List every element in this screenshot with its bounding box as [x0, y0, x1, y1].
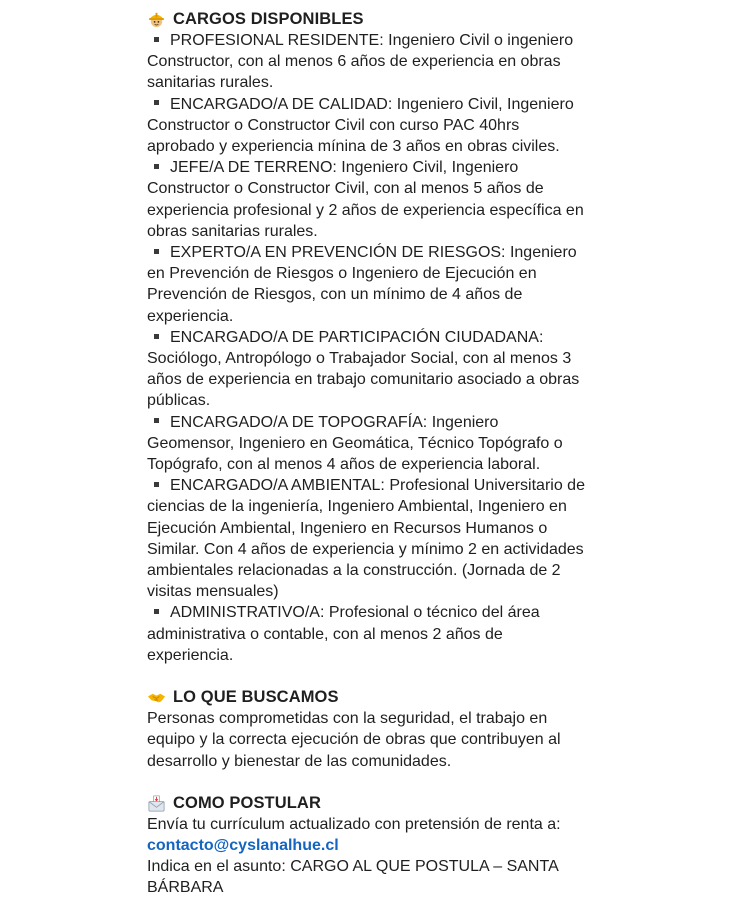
item-text: ENCARGADO/A DE TOPOGRAFÍA: Ingeniero Geomensor, Ingeniero en Geomática, Técnico Topógrafo o Topógrafo, con al menos 4 años de experiencia laboral. [147, 413, 563, 474]
item-text: PROFESIONAL RESIDENTE: Ingeniero Civil o ingeniero Constructor, con al menos 6 años de experiencia en obras sanitarias rurales. [147, 32, 574, 92]
email-line [147, 835, 587, 856]
bullet-icon [154, 334, 159, 339]
item-text: ENCARGADO/A DE CALIDAD: Ingeniero Civil, Ingeniero Constructor o Constructor Civil con curso PAC 40hrs aprobado y experiencia mínina de 3 años en obras civiles. [147, 95, 574, 156]
bullet-icon [154, 418, 159, 423]
handshake-icon [147, 688, 166, 707]
bullet-icon [154, 609, 159, 614]
item-text: ADMINISTRATIVO/A: Profesional o técnico del área administrativa o contable, con al menos 2 años de experiencia. [147, 604, 540, 664]
spacer [147, 666, 732, 687]
cargos-list [147, 30, 732, 666]
spacer [147, 772, 732, 793]
mailbox-icon [147, 794, 166, 813]
list-item [147, 242, 587, 327]
item-text: EXPERTO/A EN PREVENCIÓN DE RIESGOS: Ingeniero en Prevención de Riesgos o Ingeniero de Ejecución en Prevención de Riesgos, con un mínimo de 4 años de experiencia. [147, 244, 577, 325]
list-item [147, 157, 587, 242]
item-text: ENCARGADO/A AMBIENTAL: Profesional Universitario de ciencias de la ingeniería, Ingeniero Ambiental, Ingeniero en Ejecución Ambiental, Ingeniero en Recursos Humanos o Similar. Con 4 años de experiencia y mínimo 2 en actividades ambientales relacionadas a la construcción. (Jornada de 2 visitas mensuales) [147, 477, 585, 601]
buscamos-heading-text: LO QUE BUSCAMOS [173, 688, 339, 707]
email-link[interactable]: contacto@cyslanalhue.cl [147, 836, 339, 854]
item-text: ENCARGADO/A DE PARTICIPACIÓN CIUDADANA: Sociólogo, Antropólogo o Trabajador Social, con al menos 3 años de experiencia en trabajo comunitario asociado a obras públicas. [147, 328, 580, 410]
bullet-icon [154, 482, 159, 487]
construction-worker-icon [147, 10, 166, 29]
postular-intro: Envía tu currículum actualizado con pretensión de renta a: [147, 815, 561, 833]
buscamos-text: Personas comprometidas con la seguridad, el trabajo en equipo y la correcta ejecución de obras que contribuyen al desarrollo y bienestar de las comunidades. [147, 710, 561, 770]
list-item [147, 30, 587, 94]
bullet-icon [154, 249, 159, 254]
list-item [147, 475, 587, 602]
bullet-icon [154, 37, 159, 42]
list-item [147, 94, 587, 158]
bullet-icon [154, 100, 159, 105]
cargos-heading [147, 9, 732, 30]
item-text: JEFE/A DE TERRENO: Ingeniero Civil, Ingeniero Constructor o Constructor Civil, con al menos 5 años de experiencia profesional y 2 años de experiencia específica en obras sanitarias rurales. [147, 159, 584, 240]
postular-subject-note: Indica en el asunto: CARGO AL QUE POSTULA – SANTA BÁRBARA [147, 858, 558, 897]
list-item [147, 327, 587, 412]
buscamos-heading [147, 687, 732, 708]
postular-heading [147, 793, 732, 814]
postular-heading-text: COMO POSTULAR [173, 793, 321, 812]
bullet-icon [154, 164, 159, 169]
list-item [147, 602, 587, 666]
cargos-heading-text: CARGOS DISPONIBLES [173, 10, 364, 28]
list-item [147, 412, 587, 476]
